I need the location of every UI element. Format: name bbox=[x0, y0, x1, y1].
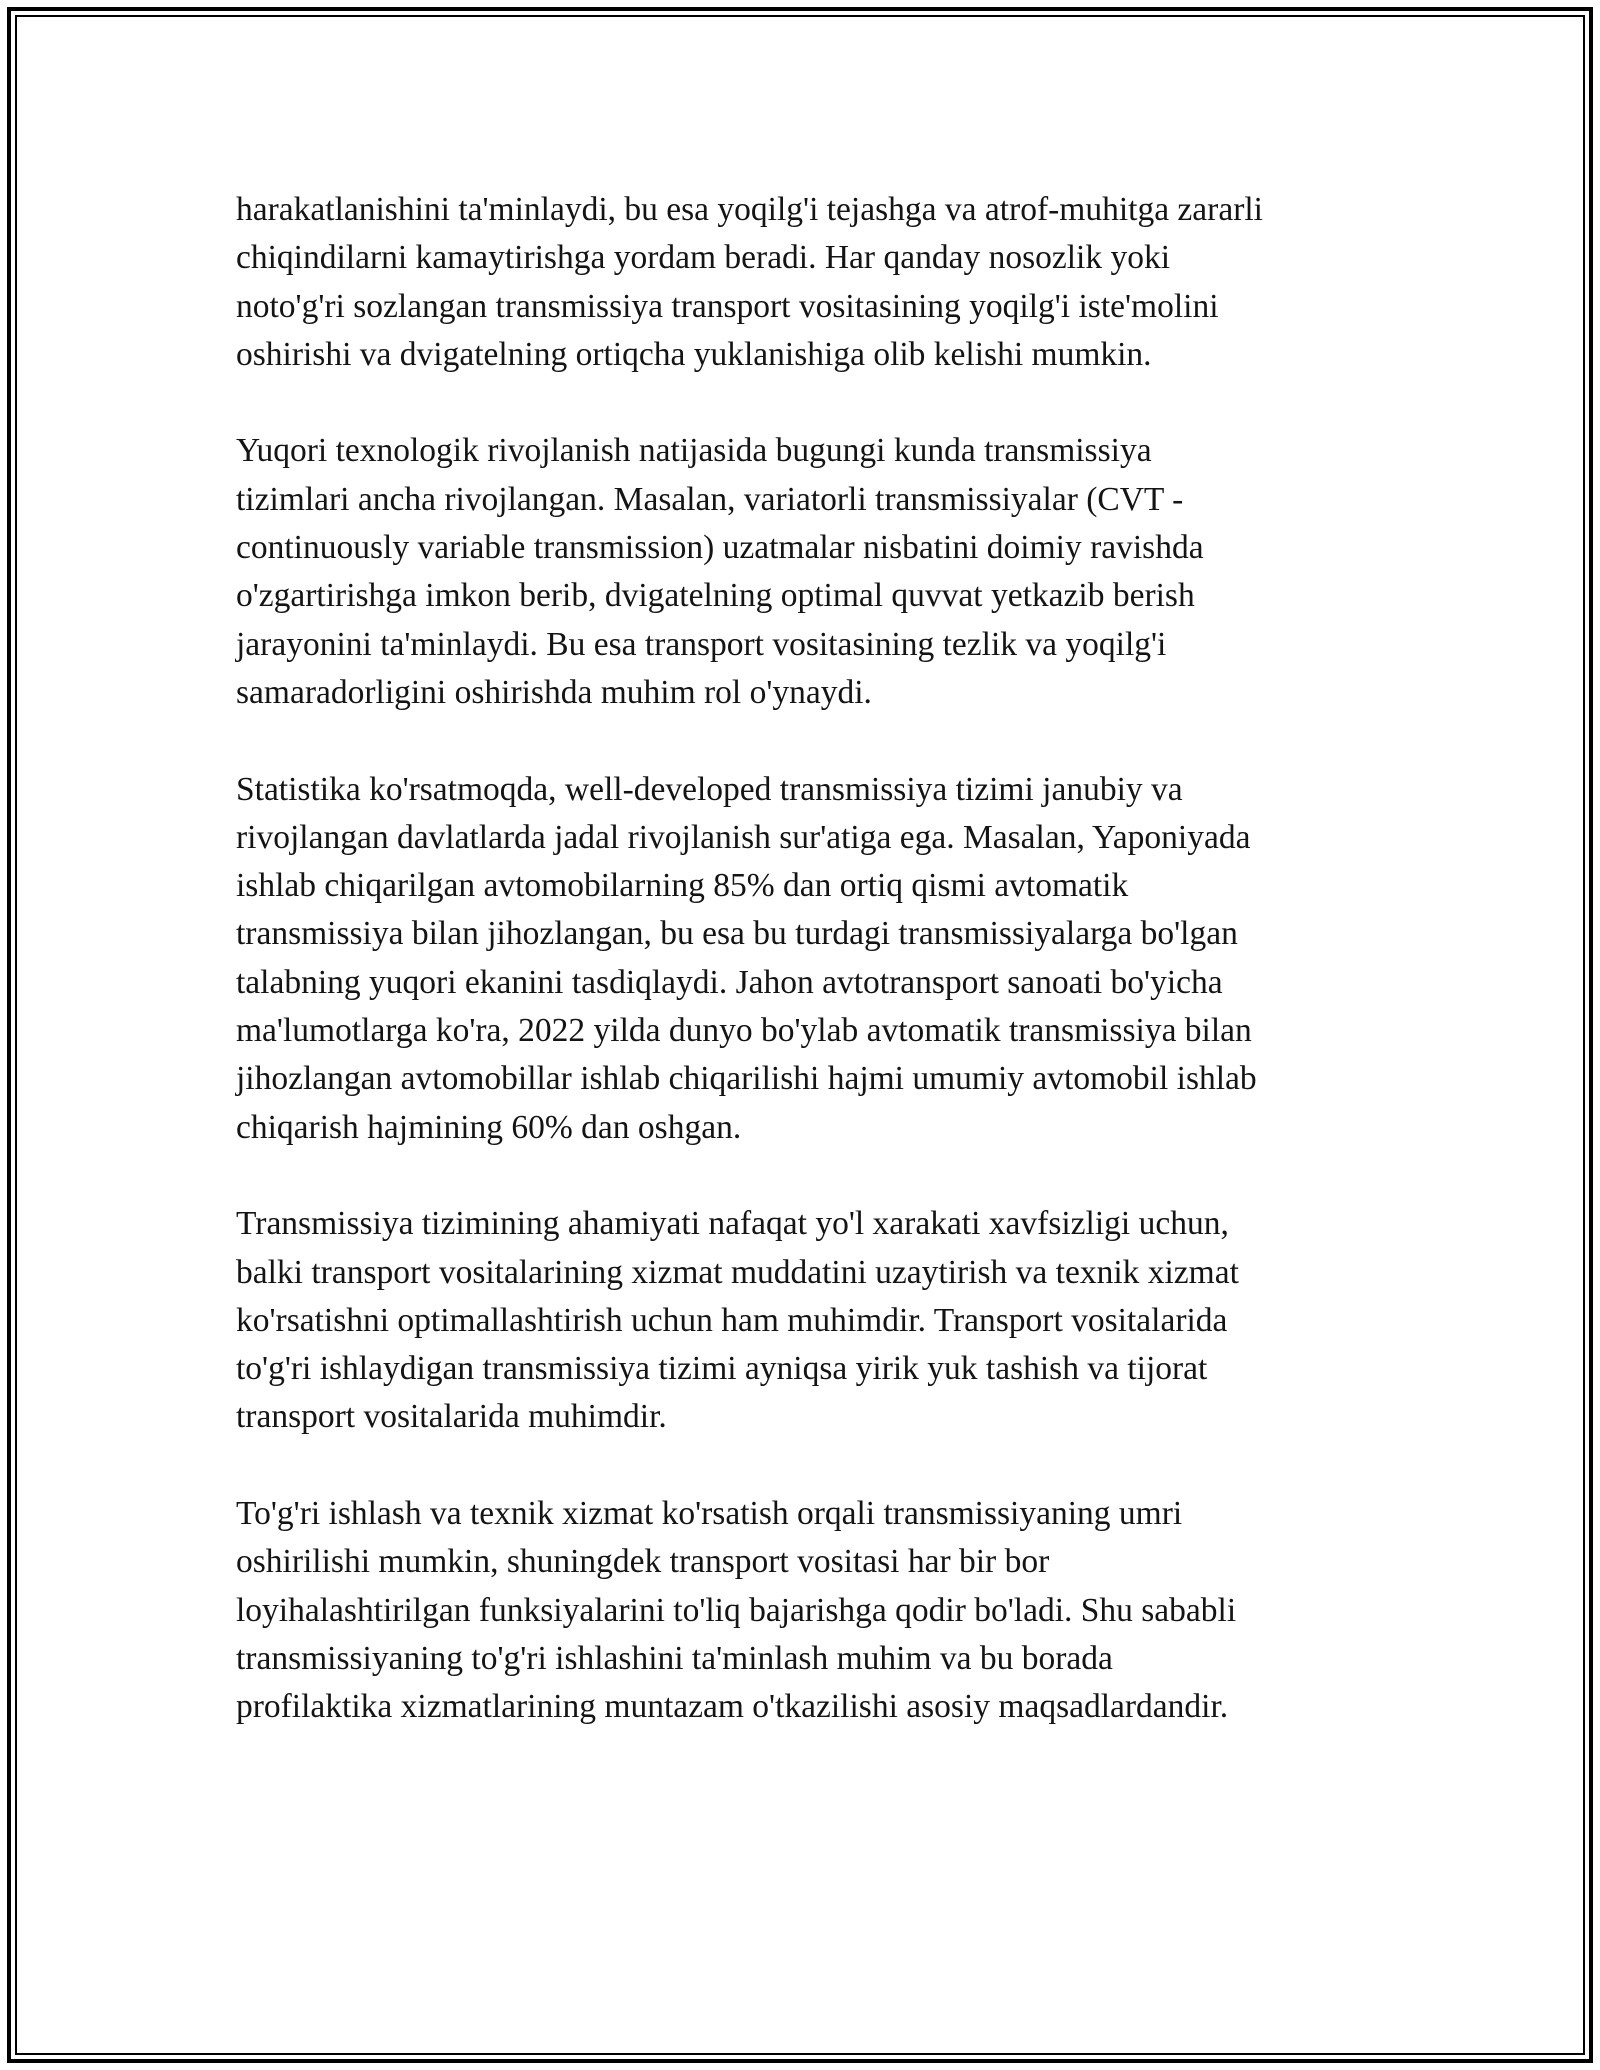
document-body bbox=[236, 186, 1376, 1780]
paragraph-1: harakatlanishini ta'minlaydi, bu esa yoqilg'i tejashga va atrof-muhitga zararli chiqindilarni kamaytirishga yordam beradi. Har qanday nosozlik yoki noto'g'ri sozlangan transmissiya transport vositasining yoqilg'i iste'molini oshirishi va dvigatelning ortiqcha yuklanishiga olib kelishi mumkin. bbox=[236, 191, 1263, 373]
paragraph-2: Yuqori texnologik rivojlanish natijasida bugungi kunda transmissiya tizimlari ancha rivojlangan. Masalan, variatorli transmissiyalar (CVT - continuously variable transmission) uzatmalar nisbatini doimiy ravishda o'zgartirishga imkon berib, dvigatelning optimal quvvat yetkazib berish jarayonini ta'minlaydi. Bu esa transport vositasining tezlik va yoqilg'i samaradorligini oshirishda muhim rol o'ynaydi. bbox=[236, 432, 1204, 711]
paragraph-5: To'g'ri ishlash va texnik xizmat ko'rsatish orqali transmissiyaning umri oshirilishi mumkin, shuningdek transport vositasi har bir bor loyihalashtirilgan funksiyalarini to'liq bajarishga qodir bo'ladi. Shu sababli transmissiyaning to'g'ri ishlashini ta'minlash muhim va bu borada profilaktika xizmatlarining muntazam o'tkazilishi asosiy maqsadlardandir. bbox=[236, 1495, 1237, 1726]
paragraph-3: Statistika ko'rsatmoqda, well-developed transmissiya tizimi janubiy va rivojlangan davlatlarda jadal rivojlanish sur'atiga ega. Masalan, Yaponiyada ishlab chiqarilgan avtomobilarning 85% dan ortiq qismi avtomatik transmissiya bilan jihozlangan, bu esa bu turdagi transmissiyalarga bo'lgan talabning yuqori ekanini tasdiqlaydi. Jahon avtotransport sanoati bo'yicha ma'lumotlarga ko'ra, 2022 yilda dunyo bo'ylab avtomatik transmissiya bilan jihozlangan avtomobillar ishlab chiqarilishi hajmi umumiy avtomobil ishlab chiqarish hajmining 60% dan oshgan. bbox=[236, 770, 1257, 1146]
paragraph-4: Transmissiya tizimining ahamiyati nafaqat yo'l xarakati xavfsizligi uchun, balki transport vositalarining xizmat muddatini uzaytirish va texnik xizmat ko'rsatishni optimallashtirish uchun ham muhimdir. Transport vositalarida to'g'ri ishlaydigan transmissiya tizimi ayniqsa yirik yuk tashish va tijorat transport vositalarida muhimdir. bbox=[236, 1205, 1239, 1436]
